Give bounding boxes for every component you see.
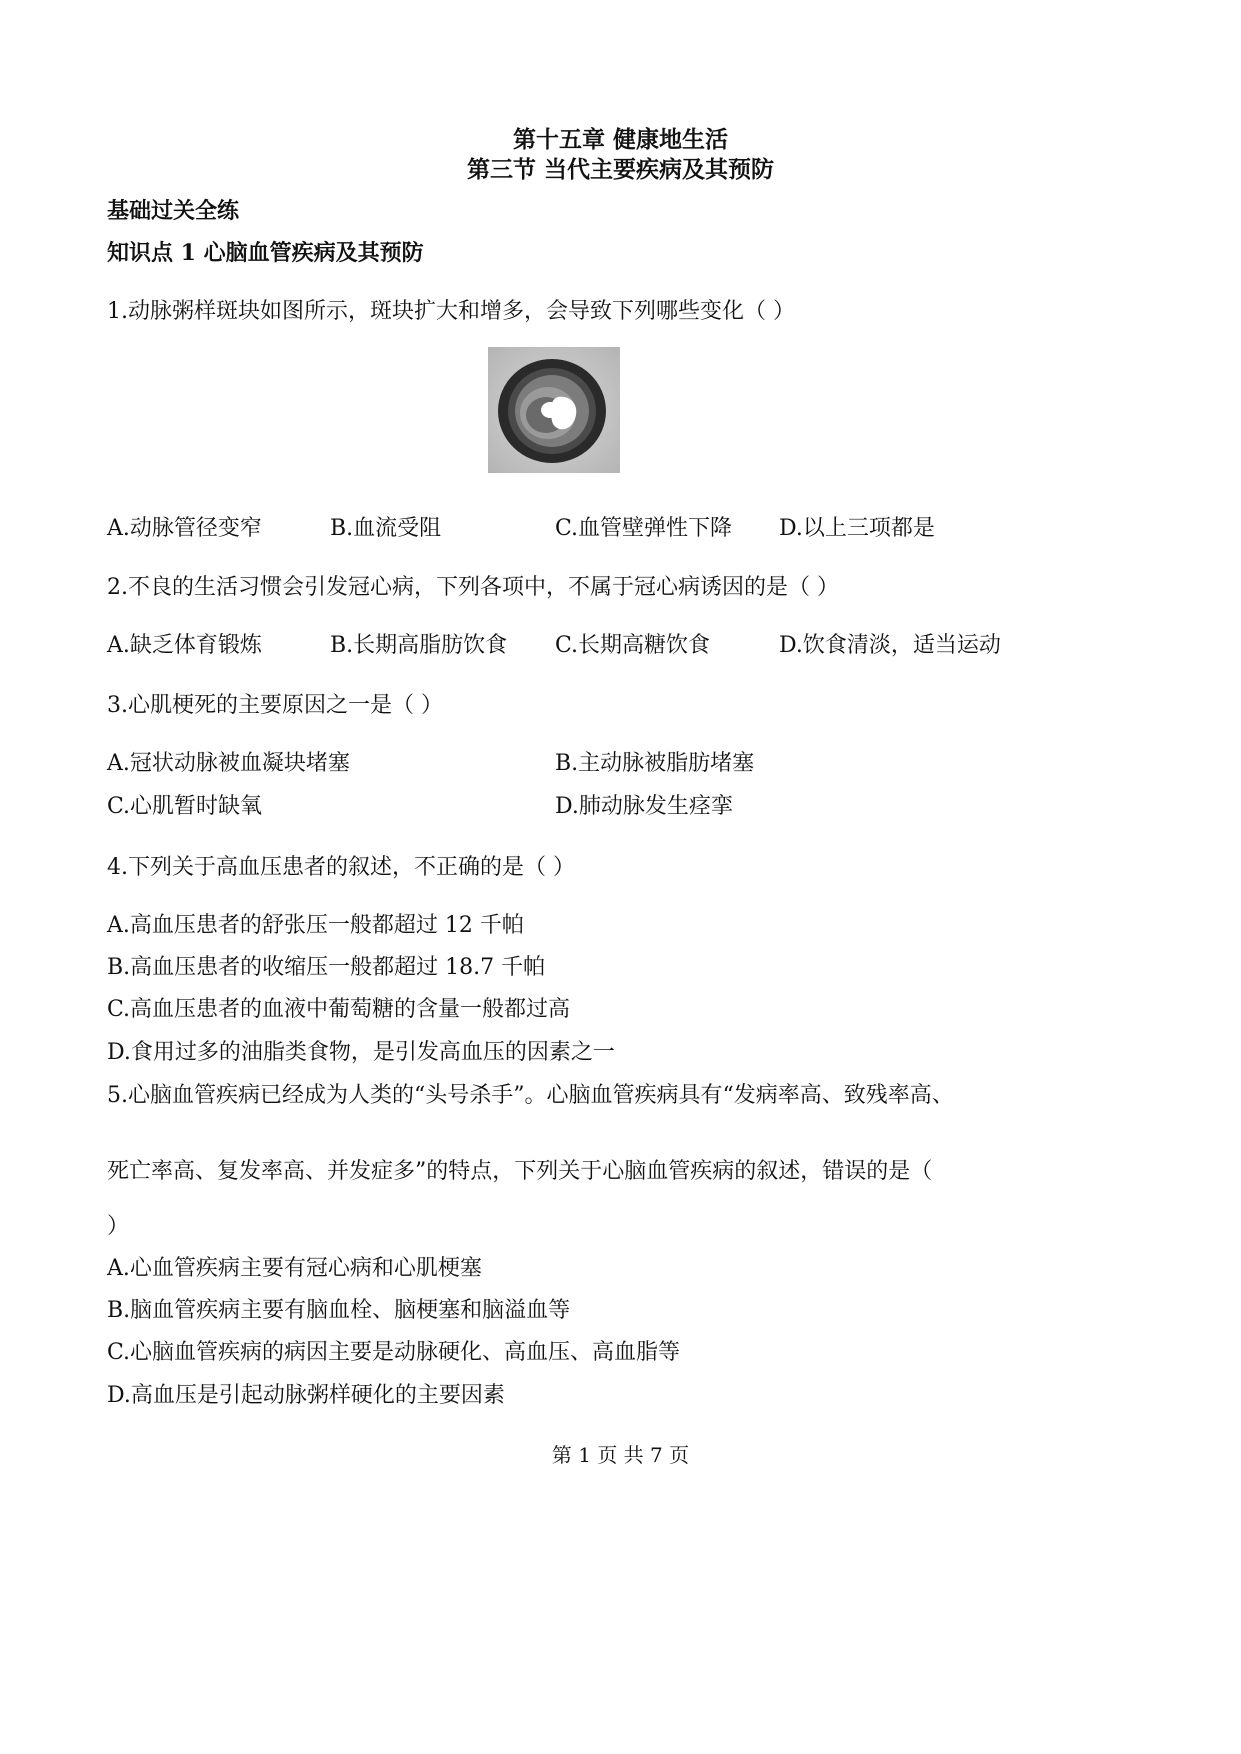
question-1-option-c: C.血管壁弹性下降 bbox=[555, 516, 733, 541]
question-3-option-d: D.肺动脉发生痉挛 bbox=[555, 794, 733, 819]
question-5-stem-line-2: 死亡率高、复发率高、并发症多”的特点，下列关于心脑血管疾病的叙述，错误的是（ bbox=[107, 1159, 933, 1184]
question-4-option-c: C.高血压患者的血液中葡萄糖的含量一般都过高 bbox=[107, 997, 571, 1022]
question-5-option-c: C.心脑血管疾病的病因主要是动脉硬化、高血压、高血脂等 bbox=[107, 1340, 681, 1365]
question-4-option-b: B.高血压患者的收缩压一般都超过 18.7 千帕 bbox=[107, 955, 546, 980]
question-5-option-d: D.高血压是引起动脉粥样硬化的主要因素 bbox=[107, 1383, 505, 1408]
knowledge-point-heading: 知识点 1 心脑血管疾病及其预防 bbox=[107, 240, 424, 266]
question-3-option-c: C.心肌暂时缺氧 bbox=[107, 794, 263, 819]
chapter-title: 第十五章 健康地生活 bbox=[512, 126, 728, 153]
question-4-option-a: A.高血压患者的舒张压一般都超过 12 千帕 bbox=[107, 913, 524, 938]
question-1-stem: 1.动脉粥样斑块如图所示，斑块扩大和增多，会导致下列哪些变化（ ） bbox=[107, 299, 795, 324]
question-1-option-a: A.动脉管径变窄 bbox=[107, 516, 262, 541]
question-1-option-b: B.血流受阻 bbox=[330, 516, 442, 541]
question-4-stem: 4.下列关于高血压患者的叙述，不正确的是（ ） bbox=[107, 855, 575, 880]
artery-plaque-figure bbox=[488, 347, 620, 473]
question-1-option-d: D.以上三项都是 bbox=[779, 516, 935, 541]
question-3-option-a: A.冠状动脉被血凝块堵塞 bbox=[107, 751, 350, 776]
section-title: 第三节 当代主要疾病及其预防 bbox=[466, 156, 774, 183]
question-5-option-a: A.心血管疾病主要有冠心病和心肌梗塞 bbox=[107, 1256, 482, 1281]
question-5-stem-line-1: 5.心脑血管疾病已经成为人类的“头号杀手”。心脑血管疾病具有“发病率高、致残率高、 bbox=[107, 1083, 954, 1108]
question-2-option-b: B.长期高脂肪饮食 bbox=[330, 633, 508, 658]
question-2-option-d: D.饮食清淡，适当运动 bbox=[779, 633, 1001, 658]
question-5-stem-line-3: ） bbox=[107, 1214, 130, 1239]
question-3-option-b: B.主动脉被脂肪堵塞 bbox=[555, 751, 755, 776]
question-2-option-a: A.缺乏体育锻炼 bbox=[107, 633, 262, 658]
question-2-option-c: C.长期高糖饮食 bbox=[555, 633, 711, 658]
question-4-option-d: D.食用过多的油脂类食物，是引发高血压的因素之一 bbox=[107, 1040, 615, 1065]
question-3-stem: 3.心肌梗死的主要原因之一是（ ） bbox=[107, 693, 443, 718]
page-number-footer: 第 1 页 共 7 页 bbox=[551, 1443, 690, 1467]
question-5-option-b: B.脑血管疾病主要有脑血栓、脑梗塞和脑溢血等 bbox=[107, 1298, 571, 1323]
exercise-heading: 基础过关全练 bbox=[107, 198, 240, 224]
question-2-stem: 2.不良的生活习惯会引发冠心病，下列各项中，不属于冠心病诱因的是（ ） bbox=[107, 575, 839, 600]
